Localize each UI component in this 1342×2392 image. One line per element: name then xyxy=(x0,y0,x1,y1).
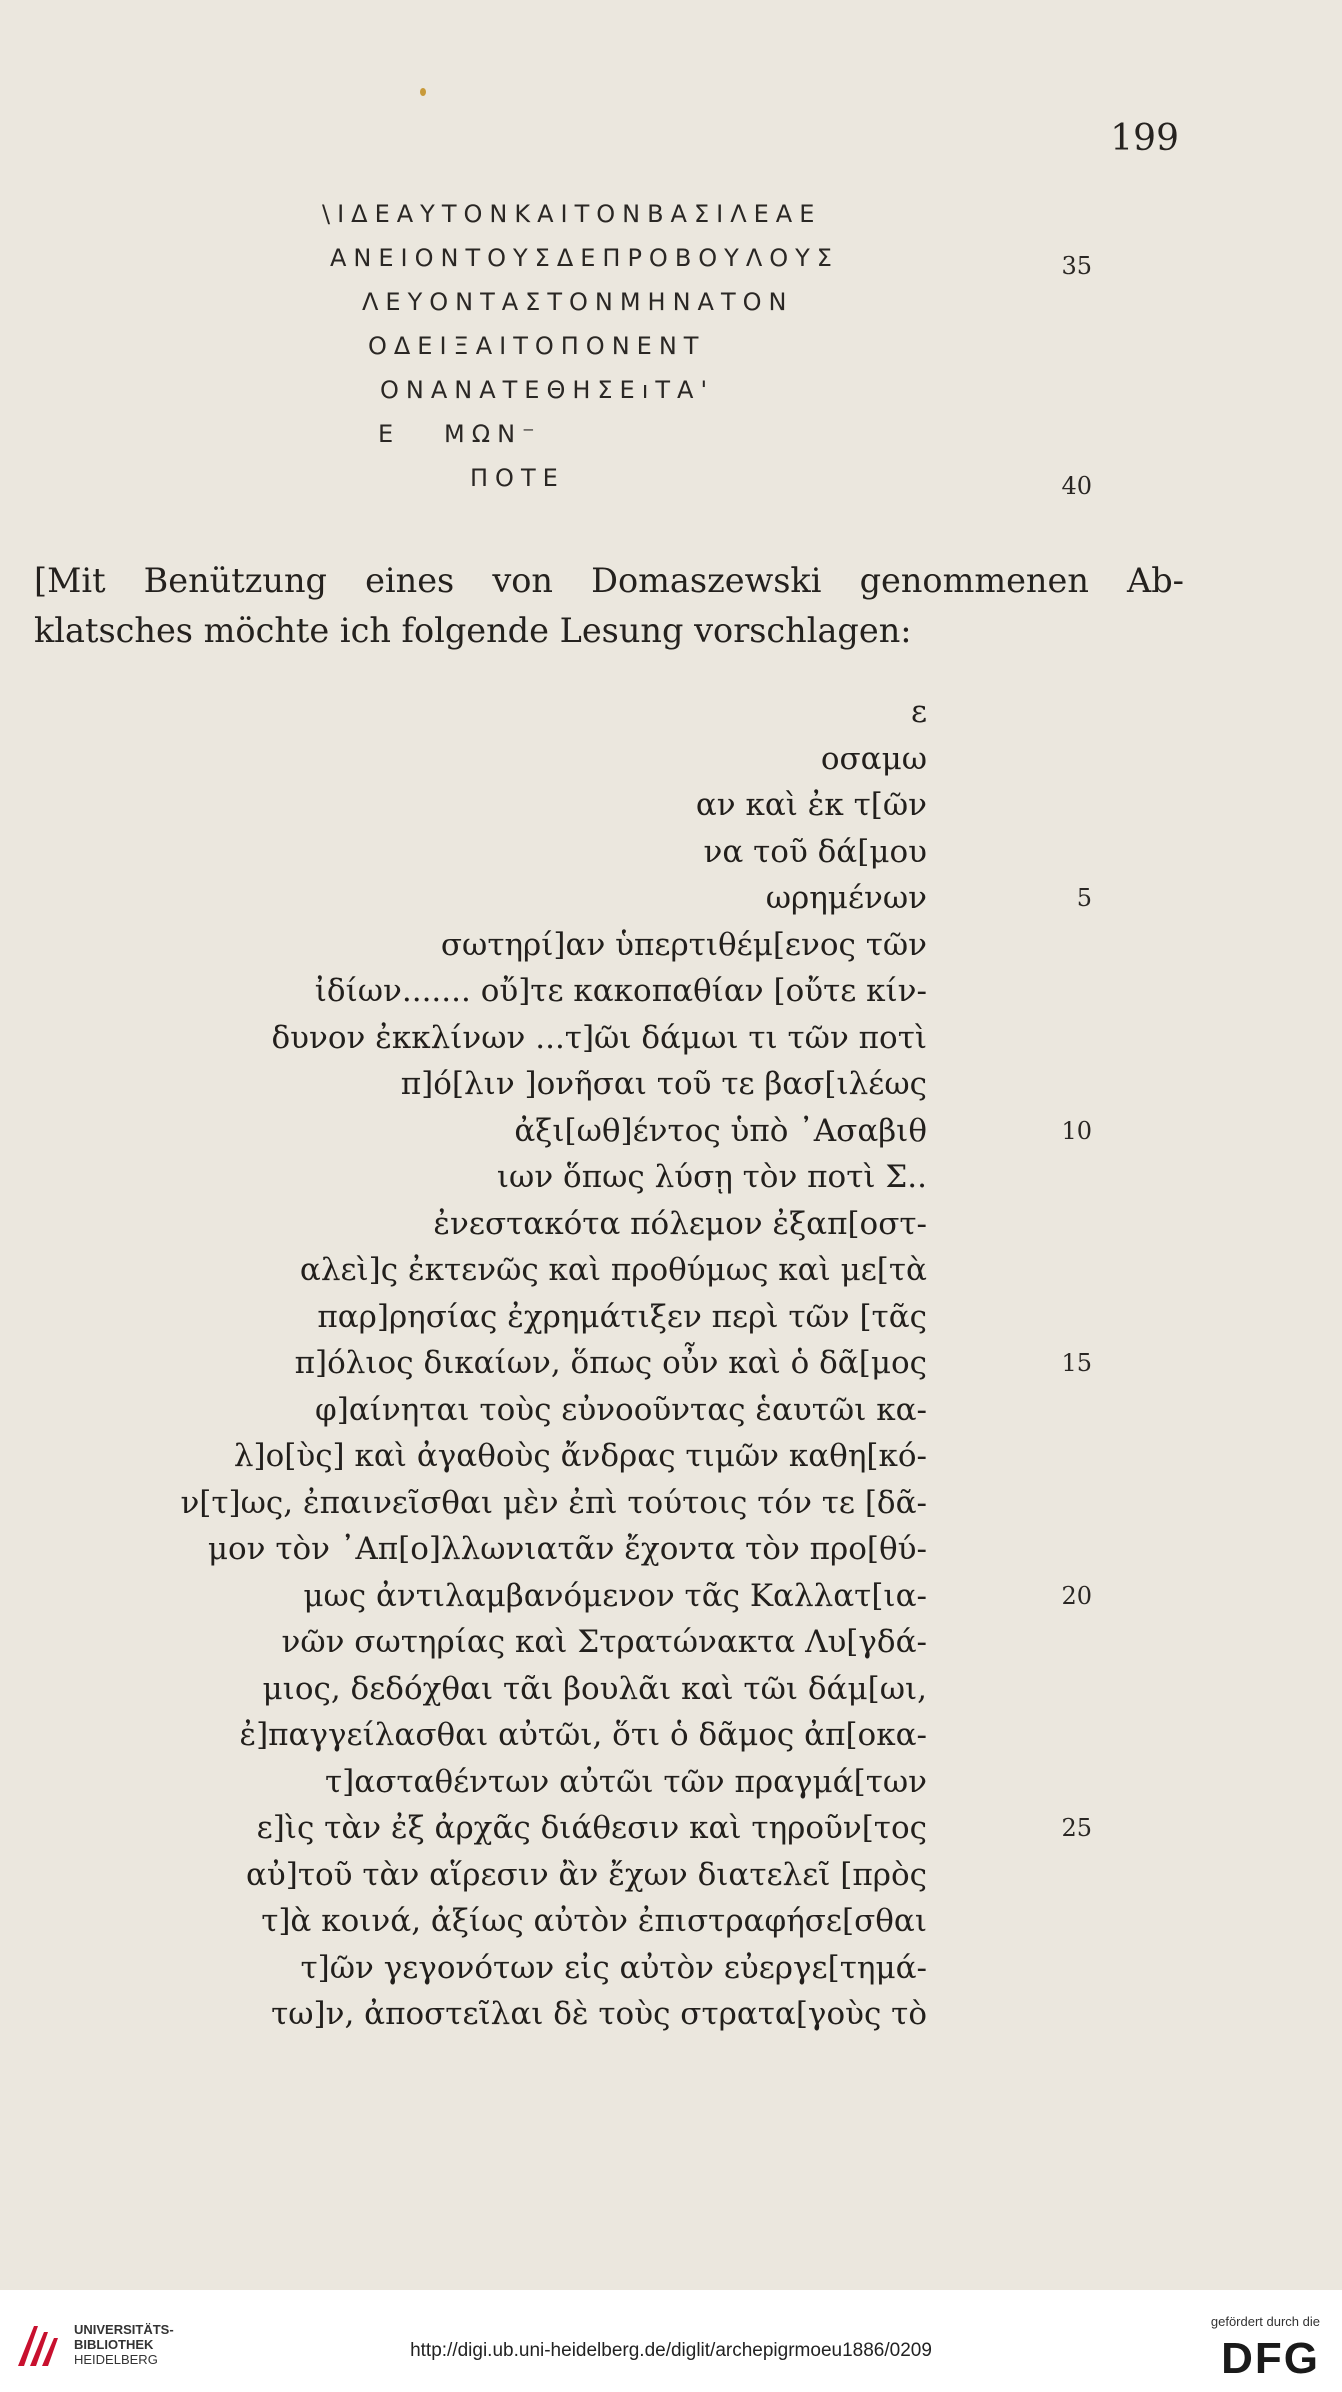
transcription-line: ε xyxy=(910,694,927,730)
transcription-line: σωτηρί]αν ὑπερτιθέμ[ενος τῶν xyxy=(440,926,927,963)
transcription-line: μως ἀντιλαμβανόμενον τᾶς Καλλατ[ια- xyxy=(303,1577,927,1614)
transcription-line: τ]ασταθέντων αὐτῶι τῶν πραγμά[των xyxy=(325,1763,927,1800)
footer-bar xyxy=(0,2290,1342,2392)
transcription-line: ἐνεστακότα πόλεμον ἐξαπ[οστ- xyxy=(433,1205,927,1242)
library-name-line: HEIDELBERG xyxy=(74,2352,158,2367)
transcription-line: ἰδίων....... οὔ]τε κακοπαθίαν [οὔτε κίν- xyxy=(314,973,927,1009)
funded-by-label: gefördert durch die xyxy=(1210,2314,1320,2329)
transcription-line: π]όλιος δικαίων, ὅπως οὖν καὶ ὁ δᾶ[μος xyxy=(294,1345,927,1381)
ink-spot xyxy=(420,88,426,96)
transcription-line: φ]αίνηται τοὺς εὐνοοῦντας ἑαυτῶι κα- xyxy=(315,1391,927,1428)
transcription-line: παρ]ρησίας ἐχρημάτιξεν περὶ τῶν [τᾶς xyxy=(317,1298,927,1335)
inscription-line: ΟΔΕΙΞΑΙΤΟΠΟΝΕΝΤ xyxy=(368,332,706,360)
line-number: 40 xyxy=(1061,472,1092,500)
line-number: 5 xyxy=(1076,884,1092,912)
transcription-line: ωρημένων xyxy=(765,880,927,916)
inscription-line: ΛΕΥΟΝΤΑΣΤΟΝΜΗΝΑΤΟΝ xyxy=(362,288,794,316)
line-number: 35 xyxy=(1061,252,1092,280)
transcription-line: τ]ῶν γεγονότων εἰς αὐτὸν εὐεργε[τημά- xyxy=(300,1949,927,1986)
library-name-line: BIBLIOTHEK xyxy=(74,2337,154,2352)
page-number: 199 xyxy=(1110,118,1179,159)
inscription-line: Ε ΜΩΝ⁻ xyxy=(378,420,542,448)
line-number: 10 xyxy=(1061,1116,1092,1145)
transcription-line: τω]ν, ἀποστεῖλαι δὲ τοὺς στρατα[γοὺς τὸ xyxy=(271,1996,927,2032)
transcription-line: π]ό[λιν ]ονῆσαι τοῦ τε βασ[ιλέως xyxy=(400,1066,927,1102)
transcription-line: ἀξι[ωθ]έντος ὑπὸ ᾿Ασαβιθ xyxy=(514,1112,927,1149)
transcription-line: τ]ὰ κοινά, ἀξίως αὐτὸν ἐπιστραφήσε[σθαι xyxy=(261,1903,927,1939)
intro-line: [Mit Benützung eines von Domaszewski genommenen Ab- xyxy=(34,561,1184,600)
inscription-line: ΑΝΕΙΟΝΤΟΥΣΔΕΠΡΟΒΟΥΛΟΥΣ xyxy=(330,244,839,272)
transcription-line: αλεὶ]ς ἐκτενῶς καὶ προθύμως καὶ με[τὰ xyxy=(299,1252,927,1288)
transcription-line: δυνον ἐκκλίνων ...τ]ῶι δάμωι τι τῶν ποτὶ xyxy=(271,1019,927,1056)
transcription-line: να τοῦ δά[μου xyxy=(703,833,927,870)
inscription-line: \ΙΔΕΑΥΤΟΝΚΑΙΤΟΝΒΑΣΙΛΕΑΕ xyxy=(322,200,822,228)
transcription-line: αν καὶ ἐκ τ[ῶν xyxy=(695,787,927,823)
transcription-line: νῶν σωτηρίας καὶ Στρατώνακτα Λυ[γδά- xyxy=(281,1624,927,1660)
intro-paragraph xyxy=(34,556,1184,656)
transcription-line: οσαμω xyxy=(820,740,927,777)
line-number: 15 xyxy=(1061,1349,1092,1377)
transcription-line: ἐ]παγγείλασθαι αὐτῶι, ὅτι ὁ δᾶμος ἀπ[οκα- xyxy=(239,1717,927,1753)
transcription-line: ιων ὅπως λύσῃ τὸν ποτὶ Σ.. xyxy=(496,1159,927,1195)
transcription-line: μιος, δεδόχθαι τᾶι βουλᾶι καὶ τῶι δάμ[ωι, xyxy=(262,1670,927,1707)
transcription-line: ε]ὶς τὰν ἐξ ἀρχᾶς διάθεσιν καὶ τηροῦν[τος xyxy=(256,1810,927,1846)
transcription-line: αὐ]τοῦ τὰν αἵρεσιν ἂν ἔχων διατελεῖ [πρὸς xyxy=(246,1856,927,1893)
permalink-url[interactable]: http://digi.ub.uni-heidelberg.de/diglit/archepigrmoeu1886/0209 xyxy=(410,2340,932,2361)
line-number: 25 xyxy=(1061,1814,1092,1842)
transcription-line: ν[τ]ως, ἐπαινεῖσθαι μὲν ἐπὶ τούτοις τόν τε [δᾶ- xyxy=(180,1484,927,1521)
inscription-line: ΠΟΤΕ xyxy=(470,464,565,492)
inscription-line: ΟΝΑΝΑΤΕΘΗΣΕıΤΑ' xyxy=(380,376,715,404)
intro-line: klatsches möchte ich folgende Lesung vorschlagen: xyxy=(34,611,912,650)
transcription-line: μον τὸν ᾿Απ[ο]λλωνιατᾶν ἔχοντα τὸν προ[θύ- xyxy=(207,1531,927,1567)
transcription-line: λ]ο[ὺς] καὶ ἀγαθοὺς ἄνδρας τιμῶν καθη[κό- xyxy=(233,1438,927,1474)
dfg-logo: DFG xyxy=(1221,2334,1320,2383)
library-name-line: UNIVERSITÄTS- xyxy=(74,2322,174,2337)
line-number: 20 xyxy=(1061,1581,1092,1610)
